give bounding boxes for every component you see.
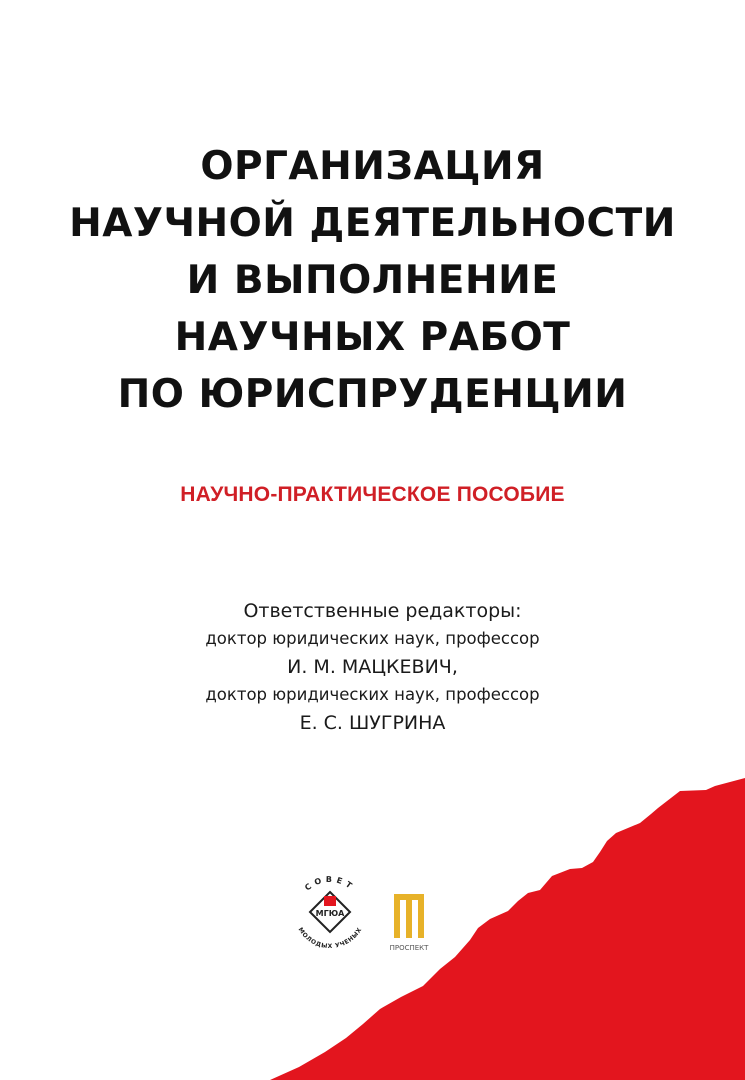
publisher-emblem-icon — [394, 894, 424, 938]
prospekt-publisher-logo — [380, 892, 442, 958]
publisher-name: ПРОСПЕКТ — [389, 944, 429, 952]
young-scientists-council-logo — [284, 866, 376, 958]
logo-council-top-text: СОВЕТ — [303, 874, 357, 893]
book-title — [0, 138, 745, 423]
title-line-4: НАУЧНЫХ РАБОТ — [174, 315, 571, 360]
logo-council-center-text: МГЮА — [315, 909, 345, 918]
flag-icon — [324, 896, 336, 906]
editors-heading: Ответственные редакторы: — [243, 600, 522, 622]
title-line-3: И ВЫПОЛНЕНИЕ — [186, 258, 559, 303]
editor-2-name: Е. С. ШУГРИНА — [299, 712, 446, 734]
svg-text:СОВЕТ — [303, 875, 357, 893]
editor-1-name: И. М. МАЦКЕВИЧ, — [287, 656, 458, 678]
title-line-2: НАУЧНОЙ ДЕЯТЕЛЬНОСТИ — [69, 201, 676, 246]
logo-council-bottom-text: МОЛОДЫХ УЧЕНЫХ — [296, 926, 364, 951]
editor-1-degree: доктор юридических наук, профессор — [205, 629, 540, 648]
editor-2-degree: доктор юридических наук, профессор — [205, 685, 540, 704]
svg-text:МОЛОДЫХ УЧЕНЫХ — [297, 926, 364, 950]
title-line-1: ОРГАНИЗАЦИЯ — [200, 144, 545, 189]
editors-block — [0, 597, 745, 737]
title-line-5: ПО ЮРИСПРУДЕНЦИИ — [117, 372, 628, 417]
book-subtitle: НАУЧНО-ПРАКТИЧЕСКОЕ ПОСОБИЕ — [180, 483, 565, 506]
